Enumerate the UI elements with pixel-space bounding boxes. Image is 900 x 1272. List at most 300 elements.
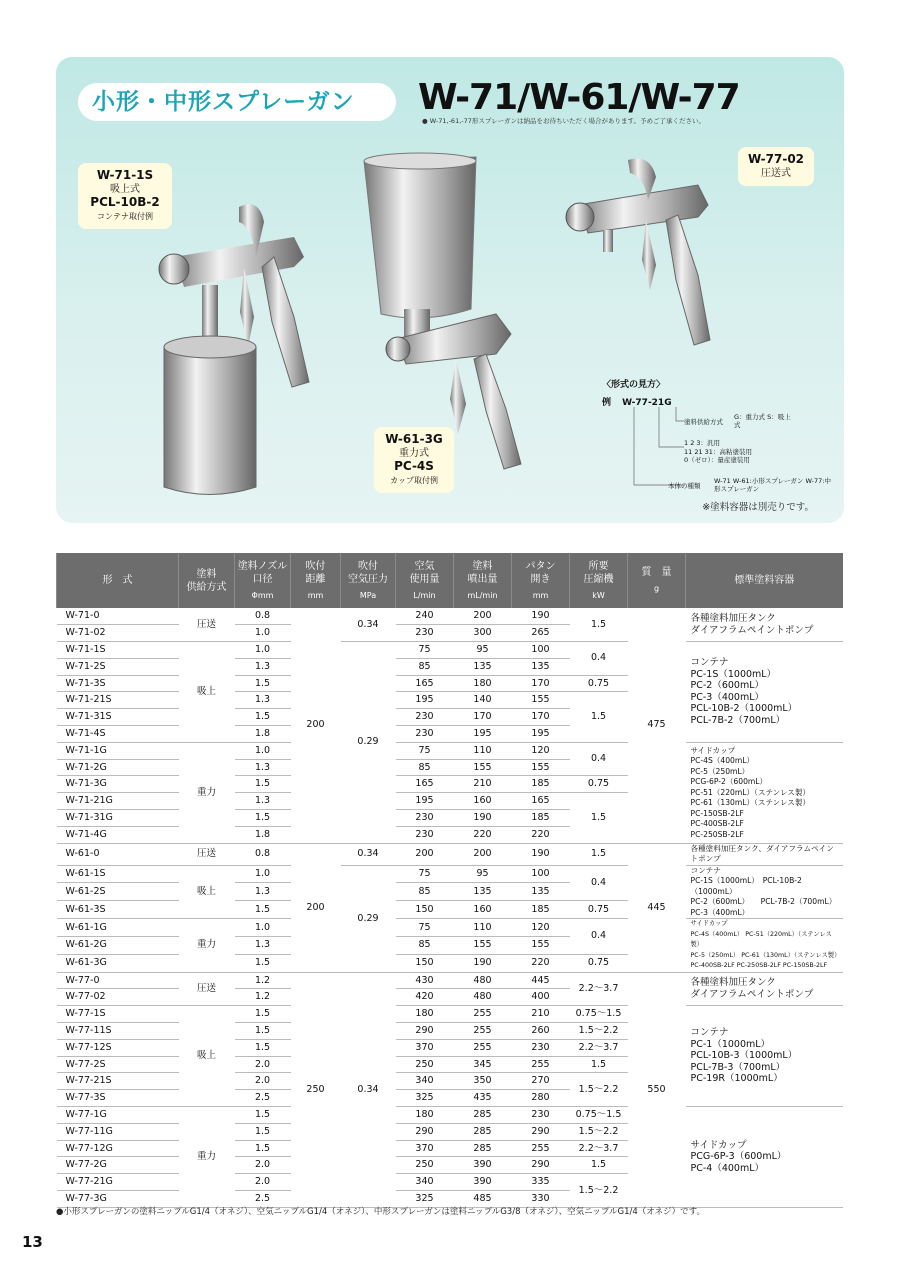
cell-pattern: 230	[512, 1039, 570, 1056]
cell-nozzle: 1.0	[235, 742, 291, 759]
cell-model: W-61-3S	[57, 901, 179, 919]
cell-compressor: 0.75～1.5	[570, 1107, 628, 1124]
cell-nozzle: 1.5	[235, 1123, 291, 1140]
cell-model: W-77-3G	[57, 1191, 179, 1208]
cell-pattern: 260	[512, 1023, 570, 1040]
container-line: コンテナ	[690, 1027, 729, 1039]
cell-compressor: 0.75～1.5	[570, 1006, 628, 1023]
cell-nozzle: 0.8	[235, 843, 291, 865]
cell-pattern: 400	[512, 989, 570, 1006]
container-line: PC-400SB-2LF PC-250SB-2LF PC-150SB-2LF	[690, 962, 828, 970]
container-line: PC-2（600mL）	[690, 680, 765, 692]
table-row	[57, 642, 843, 659]
cell-nozzle: 1.5	[235, 810, 291, 827]
container-line: PCL-7B-2（700mL）	[690, 714, 786, 726]
cell-pattern: 290	[512, 1157, 570, 1174]
cell-paint: 285	[454, 1140, 512, 1157]
cell-model: W-77-1G	[57, 1107, 179, 1124]
header-mass: 質 量 g	[628, 553, 686, 608]
cell-air: 75	[396, 865, 454, 883]
cell-nozzle: 1.3	[235, 692, 291, 709]
label-model: W-71-1S	[96, 168, 154, 182]
cell-paint: 135	[454, 883, 512, 901]
supply-values: G：重力式 S：吸上式	[734, 413, 791, 429]
nozzle-line: 0（ゼロ）：量産塗装用	[684, 456, 750, 464]
table-row	[57, 843, 843, 865]
cell-nozzle: 2.0	[235, 1056, 291, 1073]
cell-air: 75	[396, 742, 454, 759]
cell-model: W-77-11G	[57, 1123, 179, 1140]
cell-nozzle: 2.5	[235, 1191, 291, 1208]
cell-nozzle: 2.0	[235, 1073, 291, 1090]
container-line: PC-250SB-2LF	[690, 829, 744, 839]
cell-compressor: 0.75	[570, 901, 628, 919]
model-note: ● W-71,-61,-77形スプレーガンは納品をお待ちいただく場合があります。予めご了承ください。	[422, 117, 705, 125]
header-model: 形 式	[57, 553, 179, 608]
cell-nozzle: 0.8	[235, 608, 291, 625]
cell-pattern: 220	[512, 826, 570, 843]
cell-air: 325	[396, 1090, 454, 1107]
cell-paint: 190	[454, 810, 512, 827]
label-mount: コンテナ取付例	[97, 212, 153, 221]
cell-container	[686, 642, 843, 743]
cell-pattern: 170	[512, 709, 570, 726]
table-row	[57, 742, 843, 759]
container-line: PC-3（400mL）	[690, 691, 765, 703]
container-line: サイドカップ	[690, 745, 736, 755]
table-row	[57, 608, 843, 625]
cell-nozzle: 1.5	[235, 709, 291, 726]
cell-air: 165	[396, 675, 454, 692]
cell-air: 195	[396, 692, 454, 709]
cell-pattern: 120	[512, 742, 570, 759]
cell-air: 150	[396, 954, 454, 972]
container-line: PC-150SB-2LF	[690, 808, 744, 818]
cell-pattern: 135	[512, 658, 570, 675]
cell-model: W-71-0	[57, 608, 179, 625]
cell-paint: 255	[454, 1039, 512, 1056]
cell-paint: 220	[454, 826, 512, 843]
cell-model: W-61-2S	[57, 883, 179, 901]
container-line: 各種塗料加圧タンク、ダイアフラムペイントポンプ	[690, 843, 834, 864]
cell-compressor: 0.4	[570, 865, 628, 901]
cell-model: W-71-31S	[57, 709, 179, 726]
container-line: PCL-10B-3（1000mL）	[690, 1050, 798, 1062]
cell-nozzle: 1.3	[235, 793, 291, 810]
cell-nozzle: 1.5	[235, 1006, 291, 1023]
cell-compressor: 1.5	[570, 1157, 628, 1174]
cell-compressor: 2.2～3.7	[570, 1140, 628, 1157]
cell-container	[686, 843, 843, 865]
cell-pattern: 255	[512, 1140, 570, 1157]
cell-model: W-71-1S	[57, 642, 179, 659]
cell-paint: 480	[454, 972, 512, 989]
cell-container	[686, 1006, 843, 1107]
label-type: 圧送式	[761, 168, 791, 179]
cell-pattern: 155	[512, 936, 570, 954]
cell-nozzle: 2.5	[235, 1090, 291, 1107]
cell-nozzle: 1.3	[235, 658, 291, 675]
label-model: W-61-3G	[385, 432, 443, 446]
container-line: PCG-6P-2（600mL）	[690, 777, 768, 787]
cell-paint: 160	[454, 901, 512, 919]
cell-container	[686, 865, 843, 919]
cell-paint: 255	[454, 1023, 512, 1040]
cell-nozzle: 1.0	[235, 642, 291, 659]
cell-supply: 吸上	[179, 642, 235, 743]
container-line: PCG-6P-3（600mL）	[690, 1151, 787, 1163]
container-line: PC-1（1000mL）	[690, 1038, 771, 1050]
cell-model: W-71-21S	[57, 692, 179, 709]
cell-nozzle: 1.5	[235, 1140, 291, 1157]
cell-air: 230	[396, 625, 454, 642]
nozzle-legend	[684, 439, 752, 465]
cell-air: 230	[396, 726, 454, 743]
cell-pattern: 265	[512, 625, 570, 642]
cell-air: 370	[396, 1140, 454, 1157]
cell-pattern: 280	[512, 1090, 570, 1107]
cell-supply: 圧送	[179, 608, 235, 642]
cell-paint: 350	[454, 1073, 512, 1090]
model-code-guide	[602, 377, 842, 513]
cell-compressor: 1.5～2.2	[570, 1023, 628, 1040]
cell-pattern: 155	[512, 692, 570, 709]
container-line: PC-400SB-2LF	[690, 819, 744, 829]
container-line: サイドカップ	[690, 1139, 747, 1151]
cell-model: W-77-02	[57, 989, 179, 1006]
cell-air: 430	[396, 972, 454, 989]
cell-model: W-77-2S	[57, 1056, 179, 1073]
cell-pattern: 230	[512, 1107, 570, 1124]
cell-paint: 135	[454, 658, 512, 675]
label-container: PCL-10B-2	[90, 195, 160, 209]
cell-pattern: 100	[512, 642, 570, 659]
header-supply: 塗料 供給方式	[179, 553, 235, 608]
cell-model: W-77-1S	[57, 1006, 179, 1023]
cell-compressor: 2.2～3.7	[570, 972, 628, 1006]
cell-distance: 250	[291, 972, 341, 1207]
cell-pattern: 135	[512, 883, 570, 901]
container-line: ダイアフラムペイントポンプ	[690, 624, 814, 636]
container-sold-separately-note: ※塗料容器は別売りです。	[702, 502, 814, 513]
cell-pattern: 190	[512, 608, 570, 625]
cell-pattern: 100	[512, 865, 570, 883]
cell-compressor: 1.5	[570, 608, 628, 642]
cell-air: 180	[396, 1006, 454, 1023]
cell-compressor: 0.4	[570, 642, 628, 676]
container-line: PC-51（220mL）（ステンレス製）	[690, 787, 811, 797]
cell-air: 340	[396, 1073, 454, 1090]
cell-nozzle: 1.3	[235, 936, 291, 954]
cell-paint: 155	[454, 936, 512, 954]
cell-compressor: 0.4	[570, 742, 628, 776]
cell-pattern: 270	[512, 1073, 570, 1090]
product-hero-panel	[56, 57, 844, 523]
cell-nozzle: 1.8	[235, 826, 291, 843]
cell-nozzle: 2.0	[235, 1174, 291, 1191]
cell-air: 420	[396, 989, 454, 1006]
cell-nozzle: 1.0	[235, 865, 291, 883]
cell-pattern: 290	[512, 1123, 570, 1140]
container-line: 各種塗料加圧タンク	[690, 613, 776, 625]
cell-nozzle: 1.5	[235, 1023, 291, 1040]
cell-pattern: 330	[512, 1191, 570, 1208]
cell-pattern: 220	[512, 954, 570, 972]
cell-nozzle: 1.3	[235, 883, 291, 901]
cell-model: W-77-3S	[57, 1090, 179, 1107]
cell-pattern: 185	[512, 810, 570, 827]
cell-pressure: 0.34	[341, 608, 396, 642]
cell-paint: 95	[454, 865, 512, 883]
cell-nozzle: 1.5	[235, 675, 291, 692]
header-pressure: 吹付 空気圧力 MPa	[341, 553, 396, 608]
cell-mass: 445	[628, 843, 686, 972]
cell-paint: 200	[454, 608, 512, 625]
container-line: PCL-7B-3（700mL）	[690, 1061, 786, 1073]
cell-compressor: 1.5～2.2	[570, 1073, 628, 1107]
cell-paint: 110	[454, 919, 512, 937]
pressure-spray-gun-image	[558, 155, 738, 355]
cell-air: 85	[396, 759, 454, 776]
cell-model: W-71-2S	[57, 658, 179, 675]
label-mount: カップ取付例	[390, 476, 438, 485]
spec-table	[56, 553, 843, 1208]
table-row	[57, 1006, 843, 1023]
header-paint: 塗料 噴出量 mL/min	[454, 553, 512, 608]
cell-paint: 390	[454, 1157, 512, 1174]
cell-air: 165	[396, 776, 454, 793]
cell-air: 290	[396, 1023, 454, 1040]
suction-spray-gun-image	[144, 197, 344, 497]
category-title: 小形・中形スプレーガン	[78, 83, 396, 121]
container-line: コンテナ	[690, 657, 729, 669]
header-compressor: 所要 圧縮機 kW	[570, 553, 628, 608]
container-line: PC-5（250mL）	[690, 766, 750, 776]
cell-pressure: 0.29	[341, 865, 396, 972]
cell-pattern: 165	[512, 793, 570, 810]
cell-paint: 285	[454, 1107, 512, 1124]
cell-supply: 圧送	[179, 843, 235, 865]
cell-model: W-71-3S	[57, 675, 179, 692]
header-distance: 吹付 距離 mm	[291, 553, 341, 608]
header-nozzle: 塗料ノズル 口径 Φmm	[235, 553, 291, 608]
cell-model: W-71-31G	[57, 810, 179, 827]
table-row	[57, 919, 843, 937]
cell-paint: 190	[454, 954, 512, 972]
cell-compressor: 1.5～2.2	[570, 1123, 628, 1140]
cell-air: 250	[396, 1056, 454, 1073]
cell-air: 230	[396, 826, 454, 843]
cell-container	[686, 742, 843, 843]
cell-air: 250	[396, 1157, 454, 1174]
label-type: 吸上式	[110, 184, 140, 195]
code-example: W-77-21G	[622, 398, 672, 408]
cell-paint: 195	[454, 726, 512, 743]
cell-model: W-77-21G	[57, 1174, 179, 1191]
cell-container	[686, 972, 843, 1006]
label-w61-3g	[374, 427, 454, 493]
cell-nozzle: 1.2	[235, 989, 291, 1006]
spec-header-row	[57, 553, 843, 608]
cell-pattern: 120	[512, 919, 570, 937]
cell-air: 325	[396, 1191, 454, 1208]
nozzle-line: 1 2 3：汎用	[684, 439, 721, 447]
code-example-prefix: 例	[602, 398, 612, 408]
container-line: PC-4S（400mL） PC-51（220mL）（ステンレス製）	[690, 930, 832, 949]
container-line: コンテナ	[690, 865, 721, 875]
cell-compressor: 1.5	[570, 793, 628, 843]
header-air: 空気 使用量 L/min	[396, 553, 454, 608]
cell-compressor: 1.5～2.2	[570, 1174, 628, 1208]
header-pattern: パタン 開き mm	[512, 553, 570, 608]
cell-pattern: 185	[512, 776, 570, 793]
cell-model: W-77-2G	[57, 1157, 179, 1174]
cell-mass: 550	[628, 972, 686, 1207]
supply-label: 塗料供給方式	[684, 418, 723, 426]
code-guide-title: 〈形式の見方〉	[602, 380, 666, 390]
cell-supply: 圧送	[179, 972, 235, 1006]
cell-pattern: 195	[512, 726, 570, 743]
cell-air: 85	[396, 936, 454, 954]
container-line: PC-1S（1000mL）	[690, 668, 777, 680]
cell-paint: 210	[454, 776, 512, 793]
container-line: PC-5（250mL） PC-61（130mL）（ステンレス製）	[690, 951, 841, 959]
cell-model: W-77-21S	[57, 1073, 179, 1090]
container-line: PC-3（400mL）	[690, 907, 750, 917]
cell-supply: 重力	[179, 1107, 235, 1208]
container-line: PC-4S（400mL）	[690, 756, 755, 766]
cell-air: 195	[396, 793, 454, 810]
cell-paint: 180	[454, 675, 512, 692]
cell-model: W-71-4S	[57, 726, 179, 743]
cell-model: W-61-1S	[57, 865, 179, 883]
cell-nozzle: 1.0	[235, 625, 291, 642]
label-type: 重力式	[399, 448, 429, 459]
cell-paint: 200	[454, 843, 512, 865]
container-line: 各種塗料加圧タンク	[690, 977, 776, 989]
cell-distance: 200	[291, 843, 341, 972]
cell-model: W-61-2G	[57, 936, 179, 954]
cell-paint: 95	[454, 642, 512, 659]
cell-container	[686, 608, 843, 642]
cell-model: W-61-1G	[57, 919, 179, 937]
cell-model: W-71-1G	[57, 742, 179, 759]
cell-nozzle: 1.5	[235, 954, 291, 972]
footnote: ●小形スプレーガンの塗料ニップルG1/4（オネジ）、空気ニップルG1/4（オネジ）、中形スプレーガンは塗料ニップルG3/8（オネジ）、空気ニップルG1/4（オネジ）です。	[56, 1207, 705, 1217]
cell-model: W-71-3G	[57, 776, 179, 793]
cell-nozzle: 1.5	[235, 776, 291, 793]
cell-paint: 300	[454, 625, 512, 642]
cell-distance: 200	[291, 608, 341, 843]
cell-container	[686, 919, 843, 973]
cell-air: 230	[396, 709, 454, 726]
container-line: PC-1S（1000mL） PCL-10B-2（1000mL）	[690, 876, 802, 896]
container-line: PCL-10B-2（1000mL）	[690, 703, 798, 715]
cell-paint: 285	[454, 1123, 512, 1140]
cell-model: W-61-0	[57, 843, 179, 865]
container-line: ダイアフラムペイントポンプ	[690, 988, 814, 1000]
cell-compressor: 1.5	[570, 1056, 628, 1073]
container-line: PC-2（600mL） PCL-7B-2（700mL）	[690, 897, 837, 907]
cell-pattern: 210	[512, 1006, 570, 1023]
cell-paint: 170	[454, 709, 512, 726]
cell-model: W-77-12S	[57, 1039, 179, 1056]
cell-nozzle: 1.0	[235, 919, 291, 937]
cell-air: 180	[396, 1107, 454, 1124]
table-row	[57, 1107, 843, 1124]
cell-compressor: 1.5	[570, 843, 628, 865]
cell-air: 290	[396, 1123, 454, 1140]
cell-air: 200	[396, 843, 454, 865]
cell-air: 240	[396, 608, 454, 625]
label-container: PC-4S	[394, 459, 434, 473]
cell-pattern: 170	[512, 675, 570, 692]
cell-model: W-71-2G	[57, 759, 179, 776]
cell-paint: 390	[454, 1174, 512, 1191]
container-line: サイドカップ	[690, 920, 728, 928]
cell-compressor: 0.75	[570, 954, 628, 972]
model-title: W-71/W-61/W-77	[418, 77, 740, 118]
cell-paint: 160	[454, 793, 512, 810]
cell-nozzle: 1.5	[235, 1107, 291, 1124]
cell-pressure: 0.29	[341, 642, 396, 844]
cell-air: 75	[396, 642, 454, 659]
cell-supply: 重力	[179, 742, 235, 843]
cell-paint: 435	[454, 1090, 512, 1107]
container-line: PC-4（400mL）	[690, 1162, 765, 1174]
cell-pattern: 155	[512, 759, 570, 776]
cell-pressure: 0.34	[341, 972, 396, 1207]
cell-paint: 485	[454, 1191, 512, 1208]
cell-air: 85	[396, 883, 454, 901]
cell-paint: 255	[454, 1006, 512, 1023]
cell-compressor: 2.2～3.7	[570, 1039, 628, 1056]
label-model: W-77-02	[747, 152, 805, 166]
header-container: 標準塗料容器	[686, 553, 843, 608]
cell-pattern: 445	[512, 972, 570, 989]
cell-air: 150	[396, 901, 454, 919]
cell-pressure: 0.34	[341, 843, 396, 865]
spec-table-body	[57, 608, 843, 1207]
cell-nozzle: 1.3	[235, 759, 291, 776]
cell-compressor: 0.4	[570, 919, 628, 955]
cell-air: 370	[396, 1039, 454, 1056]
cell-air: 230	[396, 810, 454, 827]
cell-model: W-77-11S	[57, 1023, 179, 1040]
cell-model: W-71-02	[57, 625, 179, 642]
table-row	[57, 865, 843, 883]
container-line: PC-61（130mL）（ステンレス製）	[690, 798, 811, 808]
cell-compressor: 1.5	[570, 692, 628, 742]
cell-supply: 吸上	[179, 865, 235, 919]
cell-supply: 吸上	[179, 1006, 235, 1107]
cell-pattern: 190	[512, 843, 570, 865]
cell-mass: 475	[628, 608, 686, 843]
cell-pattern: 335	[512, 1174, 570, 1191]
cell-air: 75	[396, 919, 454, 937]
cell-model: W-71-4G	[57, 826, 179, 843]
cell-compressor: 0.75	[570, 776, 628, 793]
cell-paint: 345	[454, 1056, 512, 1073]
cell-air: 85	[396, 658, 454, 675]
label-w77-02	[738, 147, 814, 186]
cell-nozzle: 1.5	[235, 901, 291, 919]
cell-paint: 480	[454, 989, 512, 1006]
cell-model: W-77-12G	[57, 1140, 179, 1157]
body-values: W-71 W-61:小形スプレーガン W-77:中形スプレーガン	[714, 477, 831, 493]
cell-nozzle: 1.5	[235, 1039, 291, 1056]
table-row	[57, 972, 843, 989]
